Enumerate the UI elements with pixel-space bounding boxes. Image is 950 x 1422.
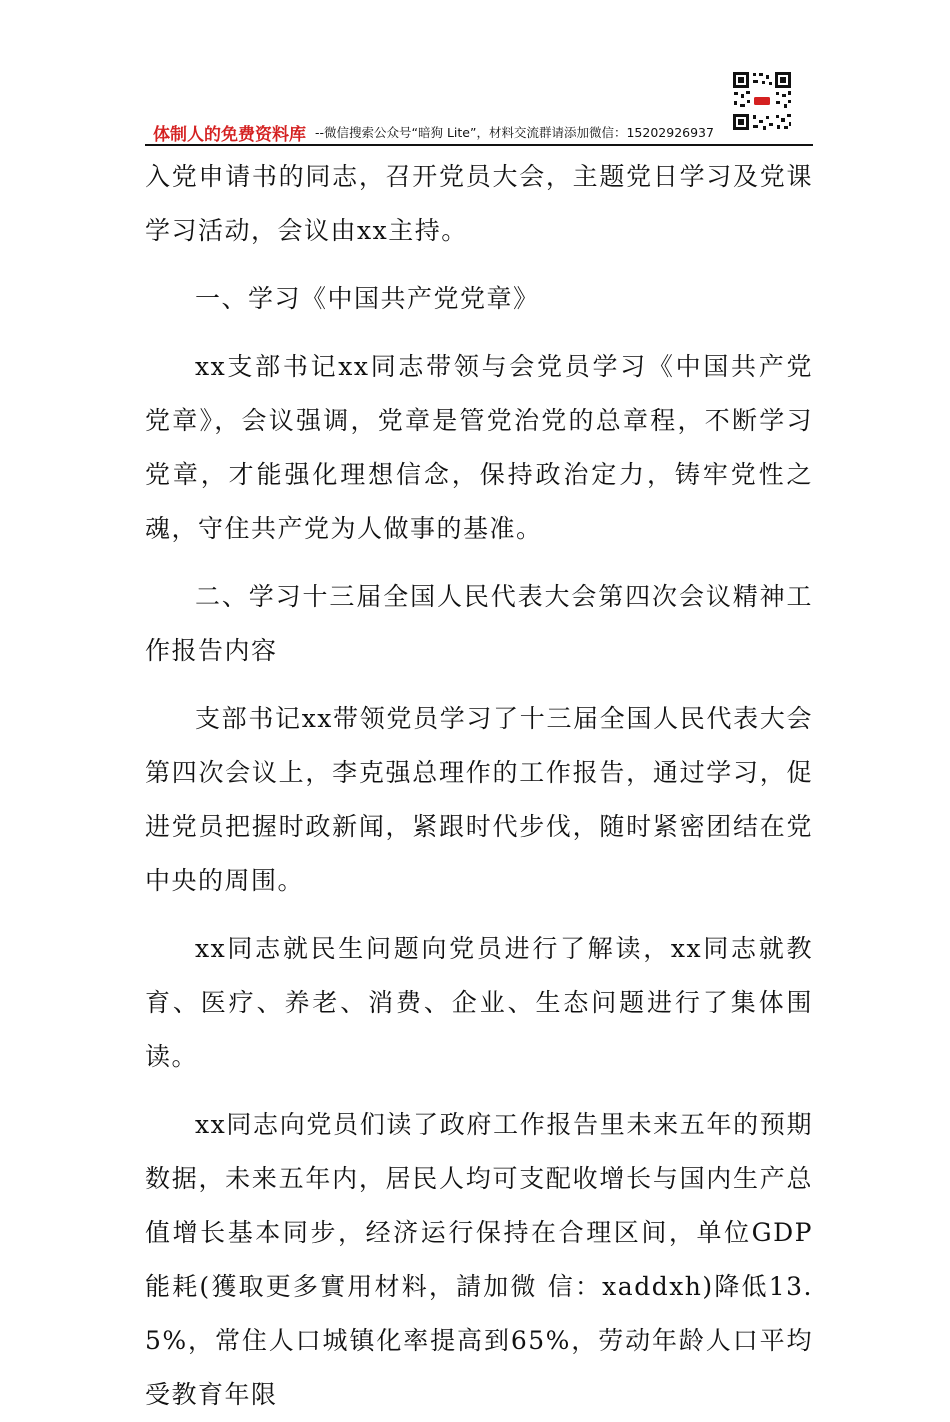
section-heading: 二、学习十三届全国人民代表大会第四次会议精神工作报告内容	[145, 582, 813, 665]
paragraph: xx支部书记xx同志带领与会党员学习《中国共产党党章》，会议强调，党章是管党治党的总章程，不断学习党章，才能强化理想信念，保持政治定力，铸牢党性之魂，守住共产党为人做事的基准。	[145, 352, 813, 543]
document-body	[145, 150, 813, 1422]
paragraph: xx同志就民生问题向党员进行了解读，xx同志就教育、医疗、养老、消费、企业、生态问题进行了集体围读。	[145, 934, 813, 1071]
brand-title: 体制人的免费资料库	[153, 125, 306, 145]
paragraph: xx同志向党员们读了政府工作报告里未来五年的预期数据，未来五年内，居民人均可支配收增长与国内生产总值增长基本同步，经济运行保持在合理区间，单位GDP能耗(獲取更多實用材料，請加微 信：xaddxh)降低13.5%，常住人口城镇化率提高到65%，劳动年龄人口平均受教育年限	[145, 1110, 813, 1409]
qr-code-icon	[731, 70, 793, 132]
header-subtitle: --微信搜索公众号“暗狗 Lite”，材料交流群请添加微信：15202926937	[315, 125, 714, 140]
page-header	[145, 70, 813, 146]
paragraph: 支部书记xx带领党员学习了十三届全国人民代表大会第四次会议上，李克强总理作的工作报告，通过学习，促进党员把握时政新闻，紧跟时代步伐，随时紧密团结在党中央的周围。	[145, 704, 813, 895]
section-heading: 一、学习《中国共产党党章》	[195, 284, 540, 313]
header-divider	[145, 144, 813, 146]
paragraph: 入党申请书的同志，召开党员大会，主题党日学习及党课学习活动，会议由xx主持。	[145, 162, 813, 245]
